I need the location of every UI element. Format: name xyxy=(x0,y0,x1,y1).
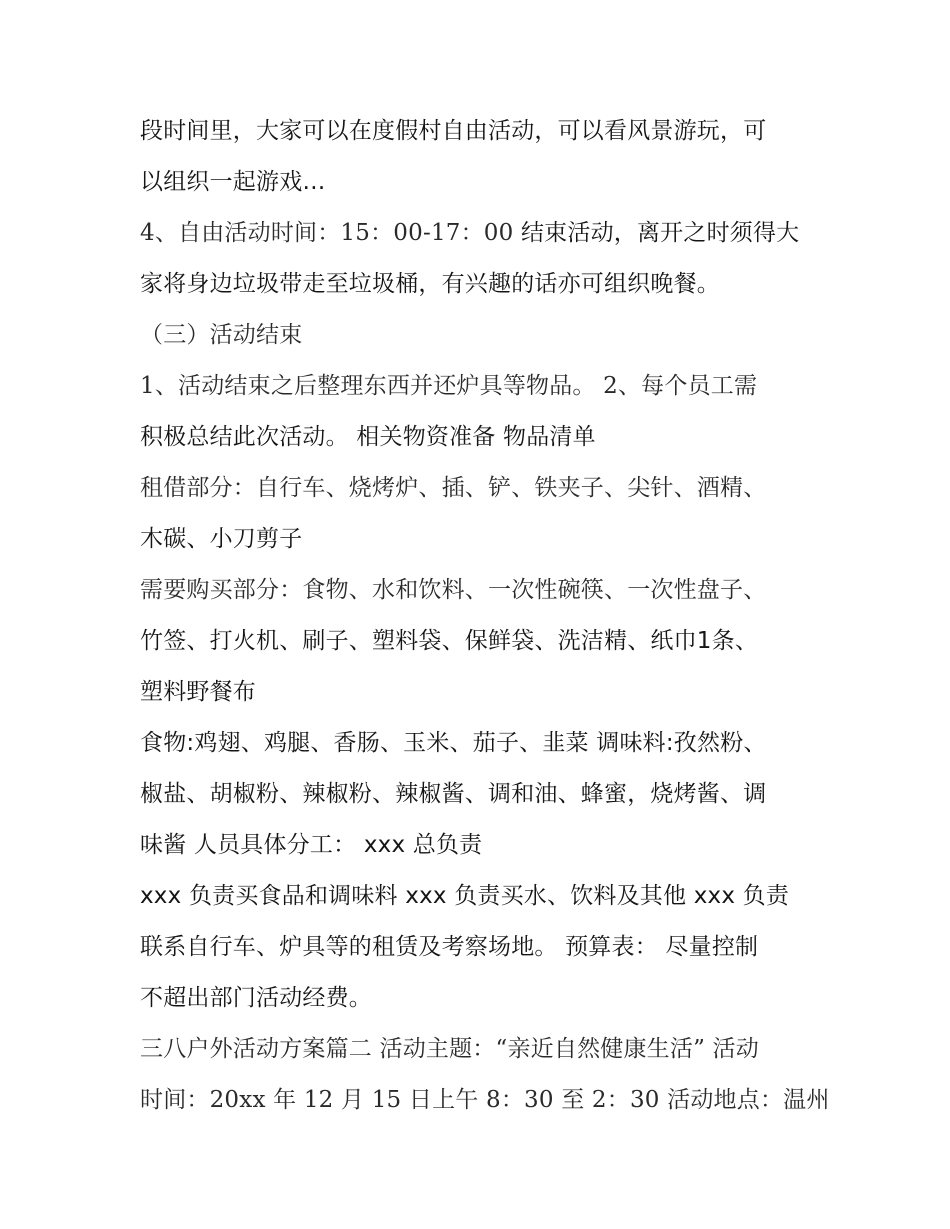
text-line: 联系自行车、炉具等的租赁及考察场地。 预算表： 尽量控制 xyxy=(140,934,759,960)
text-line: 时间：20xx 年 12 月 15 日上午 8：30 至 2：30 活动地点：温州 xyxy=(140,1087,830,1113)
text-line: 塑料野餐布 xyxy=(140,679,256,705)
text-segment: xxx 总负责 xyxy=(363,832,483,858)
text-line: 三八户外活动方案篇二 活动主题：“亲近自然健康生活” 活动 xyxy=(140,1036,759,1062)
text-line xyxy=(140,820,820,871)
text-line: 1、活动结束之后整理东西并还炉具等物品。 2、每个员工需 xyxy=(140,373,758,399)
text-segment: 4、自由活动时间：15：00-17：00 xyxy=(140,220,521,246)
text-line: 竹签、打火机、刷子、塑料袋、保鲜袋、洗洁精、纸巾1条、 xyxy=(140,628,759,654)
document-body xyxy=(140,106,830,1126)
text-line: 需要购买部分：食物、水和饮料、一次性碗筷、一次性盘子、 xyxy=(140,577,767,603)
text-line: 积极总结此次活动。 相关物资准备 物品清单 xyxy=(140,424,596,450)
text-line: 以组织一起游戏… xyxy=(140,169,326,195)
text-line: 不超出部门活动经费。 xyxy=(140,985,372,1011)
text-segment: 结束活动，离开之时须得大 xyxy=(520,220,800,246)
text-line xyxy=(140,208,820,259)
text-line: 租借部分：自行车、烧烤炉、插、铲、铁夹子、尖针、酒精、 xyxy=(140,475,767,501)
text-segment: 味酱 人员具体分工： xyxy=(140,832,364,858)
section-heading: （三）活动结束 xyxy=(140,322,303,348)
text-line: 段时间里，大家可以在度假村自由活动，可以看风景游玩，可 xyxy=(140,118,767,144)
text-line: xxx 负责买食品和调味料 xxx 负责买水、饮料及其他 xxx 负责 xyxy=(140,883,790,909)
text-line: 木碳、小刀剪子 xyxy=(140,526,303,552)
text-line: 食物:鸡翅、鸡腿、香肠、玉米、茄子、韭菜 调味料:孜然粉、 xyxy=(140,730,767,756)
text-line: 椒盐、胡椒粉、辣椒粉、辣椒酱、调和油、蜂蜜，烧烤酱、调 xyxy=(140,781,767,807)
text-line: 家将身边垃圾带走至垃圾桶，有兴趣的话亦可组织晚餐。 xyxy=(140,271,720,297)
